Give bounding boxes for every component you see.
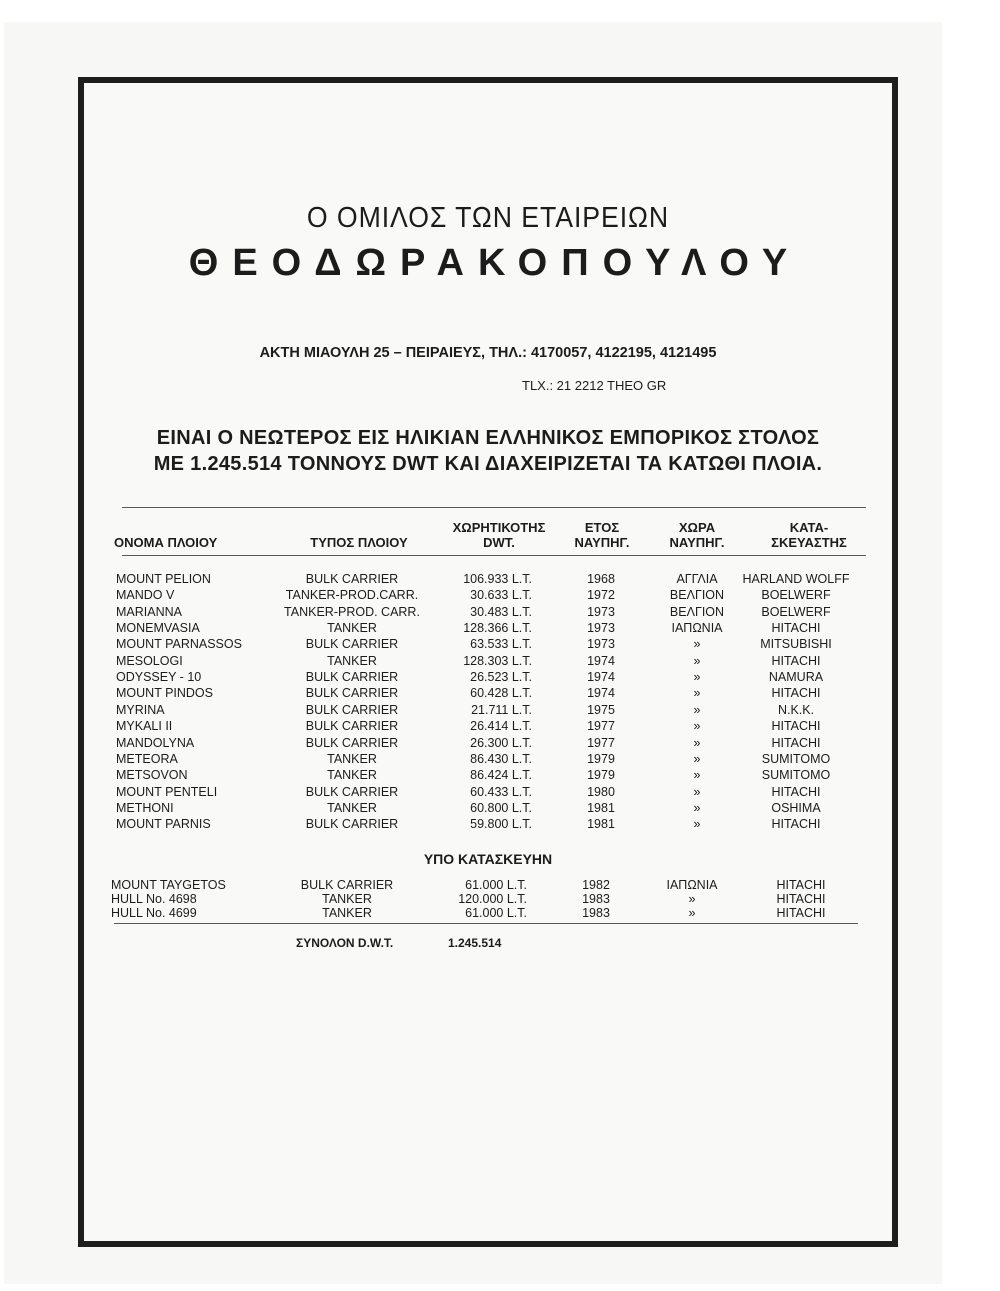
cell-type: TANKER-PROD. CARR. bbox=[284, 604, 420, 619]
cell-builder: BOELWERF bbox=[761, 588, 831, 603]
ship-row bbox=[84, 636, 892, 652]
cell-year: 1973 bbox=[587, 621, 615, 636]
cell-name: MARIANNA bbox=[116, 604, 182, 619]
cell-year: 1981 bbox=[587, 817, 615, 832]
cell-country: » bbox=[693, 702, 701, 717]
cell-dwt: 26.523 L.T. bbox=[470, 670, 532, 685]
cell-year: 1979 bbox=[587, 751, 615, 766]
ship-row bbox=[84, 587, 892, 603]
col-header-year-line2: ΝΑΥΠΗΓ. bbox=[574, 535, 630, 550]
table-bottom-rule bbox=[114, 923, 858, 924]
col-header-type: ΤΥΠΟΣ ΠΛΟΙΟΥ bbox=[310, 535, 408, 550]
cell-type: BULK CARRIER bbox=[305, 719, 399, 734]
cell-year: 1973 bbox=[587, 604, 615, 619]
cell-name: METSOVON bbox=[116, 768, 188, 783]
ship-row bbox=[84, 620, 892, 636]
col-header-country-line2: ΝΑΥΠΗΓ. bbox=[669, 535, 725, 550]
cell-country: » bbox=[693, 637, 701, 652]
cell-country: ΒΕΛΓΙΟΝ bbox=[669, 588, 725, 603]
cell-name: MANDOLYNA bbox=[116, 735, 195, 750]
col-header-name: ΟΝΟΜΑ ΠΛΟΙΟΥ bbox=[114, 535, 218, 550]
cell-type: BULK CARRIER bbox=[300, 878, 394, 892]
cell-dwt: 128.366 L.T. bbox=[463, 621, 532, 636]
cell-country: ΙΑΠΩΝΙΑ bbox=[666, 878, 718, 892]
cell-year: 1973 bbox=[587, 637, 615, 652]
cell-type: BULK CARRIER bbox=[305, 670, 399, 685]
cell-name: MOUNT PARNASSOS bbox=[116, 637, 242, 652]
cell-type: BULK CARRIER bbox=[305, 686, 399, 701]
cell-type: TANKER-PROD.CARR. bbox=[285, 588, 419, 603]
cell-country: » bbox=[693, 735, 701, 750]
cell-builder: HITACHI bbox=[771, 719, 821, 734]
cell-year: 1983 bbox=[582, 906, 610, 920]
col-header-dwt-line1: ΧΩΡΗΤΙΚΟΤΗΣ bbox=[452, 520, 546, 535]
ship-row bbox=[84, 604, 892, 620]
cell-dwt: 120.000 L.T. bbox=[458, 892, 527, 906]
tagline-line-2: ΜΕ 1.245.514 ΤΟΝΝΟΥΣ DWT ΚΑΙ ΔΙΑΧΕΙΡΙΖΕΤΑΙ ΤΑ ΚΑΤΩΘΙ ΠΛΟΙΑ. bbox=[153, 453, 823, 475]
address-line: ΑΚΤΗ ΜΙΑΟΥΛΗ 25 – ΠΕΙΡΑΙΕΥΣ, ΤΗΛ.: 4170057, 4122195, 4121495 bbox=[259, 345, 717, 361]
construction-row bbox=[84, 905, 892, 921]
telex-line: TLX.: 21 2212 THEO GR bbox=[522, 378, 667, 393]
col-header-builder-line2: ΣΚΕΥΑΣΤΗΣ bbox=[771, 535, 847, 550]
cell-country: » bbox=[693, 768, 701, 783]
cell-type: TANKER bbox=[322, 892, 372, 906]
ship-row bbox=[84, 669, 892, 685]
cell-dwt: 61.000 L.T. bbox=[465, 878, 527, 892]
col-header-country-line1: ΧΩΡΑ bbox=[678, 520, 716, 535]
col-header-builder-line1: ΚΑΤΑ- bbox=[789, 520, 829, 535]
cell-country: » bbox=[693, 686, 701, 701]
cell-builder: OSHIMA bbox=[771, 800, 821, 815]
cell-dwt: 60.433 L.T. bbox=[470, 784, 532, 799]
cell-dwt: 21.711 L.T. bbox=[471, 702, 532, 717]
cell-year: 1974 bbox=[587, 686, 615, 701]
cell-country: » bbox=[688, 892, 696, 906]
cell-type: BULK CARRIER bbox=[305, 784, 399, 799]
ship-row bbox=[84, 816, 892, 832]
cell-dwt: 61.000 L.T. bbox=[465, 906, 527, 920]
table-top-rule bbox=[122, 507, 866, 508]
cell-country: » bbox=[693, 653, 701, 668]
cell-year: 1981 bbox=[587, 800, 615, 815]
cell-builder: HITACHI bbox=[771, 653, 821, 668]
cell-year: 1979 bbox=[587, 768, 615, 783]
cell-type: TANKER bbox=[327, 621, 377, 636]
cell-country: ΑΓΓΛΙΑ bbox=[676, 572, 718, 586]
cell-dwt: 106.933 L.T. bbox=[463, 572, 532, 586]
cell-type: BULK CARRIER bbox=[305, 572, 399, 586]
ship-row bbox=[84, 784, 892, 800]
col-header-dwt-line2: DWT. bbox=[483, 535, 515, 550]
cell-type: BULK CARRIER bbox=[305, 735, 399, 750]
cell-year: 1977 bbox=[587, 735, 615, 750]
cell-type: BULK CARRIER bbox=[305, 817, 399, 832]
tagline-line-1: ΕΙΝΑΙ Ο ΝΕΩΤΕΡΟΣ ΕΙΣ ΗΛΙΚΙΑΝ ΕΛΛΗΝΙΚΟΣ ΕΜΠΟΡΙΚΟΣ ΣΤΟΛΟΣ bbox=[156, 427, 820, 449]
cell-country: » bbox=[693, 670, 701, 685]
col-header-year bbox=[562, 520, 642, 550]
cell-dwt: 63.533 L.T. bbox=[470, 637, 532, 652]
cell-builder: HITACHI bbox=[771, 686, 821, 701]
paper-sheet bbox=[4, 22, 942, 1284]
cell-dwt: 30.633 L.T. bbox=[470, 588, 532, 603]
cell-builder: SUMITOMO bbox=[761, 768, 831, 783]
company-name: ΘΕΟΔΩΡΑΚΟΠΟΥΛΟΥ bbox=[188, 242, 802, 284]
cell-country: ΒΕΛΓΙΟΝ bbox=[669, 604, 725, 619]
cell-name: MESOLOGI bbox=[116, 653, 183, 668]
cell-builder: HITACHI bbox=[776, 892, 826, 906]
cell-country: ΙΑΠΩΝΙΑ bbox=[671, 621, 723, 636]
cell-dwt: 60.428 L.T. bbox=[470, 686, 532, 701]
cell-year: 1975 bbox=[587, 702, 615, 717]
cell-name: MOUNT PELION bbox=[116, 572, 211, 586]
ship-row bbox=[84, 751, 892, 767]
cell-builder: HITACHI bbox=[771, 735, 821, 750]
cell-type: BULK CARRIER bbox=[305, 702, 399, 717]
document-frame bbox=[78, 77, 898, 1247]
cell-builder: SUMITOMO bbox=[761, 751, 831, 766]
cell-dwt: 86.424 L.T. bbox=[470, 768, 532, 783]
col-header-country bbox=[652, 520, 742, 550]
cell-builder: HITACHI bbox=[771, 784, 821, 799]
cell-builder: HITACHI bbox=[771, 817, 821, 832]
cell-builder: HITACHI bbox=[771, 621, 821, 636]
ship-row bbox=[84, 702, 892, 718]
under-construction-title: ΥΠΟ ΚΑΤΑΣΚΕΥΗΝ bbox=[423, 851, 553, 867]
cell-builder: BOELWERF bbox=[761, 604, 831, 619]
cell-year: 1980 bbox=[587, 784, 615, 799]
total-value: 1.245.514 bbox=[448, 936, 502, 950]
cell-name: METEORA bbox=[116, 751, 178, 766]
cell-year: 1983 bbox=[582, 892, 610, 906]
cell-type: TANKER bbox=[327, 653, 377, 668]
ship-row bbox=[84, 653, 892, 669]
title-line-1: Ο ΟΜΙΛΟΣ ΤΩΝ ΕΤΑΙΡΕΙΩΝ bbox=[306, 202, 670, 234]
cell-year: 1972 bbox=[587, 588, 615, 603]
cell-builder: N.K.K. bbox=[777, 702, 815, 717]
cell-country: » bbox=[693, 751, 701, 766]
col-header-dwt bbox=[439, 520, 559, 550]
cell-name: MYKALI II bbox=[116, 719, 173, 734]
cell-builder: NAMURA bbox=[768, 670, 824, 685]
cell-name: MANDO V bbox=[116, 588, 175, 603]
cell-type: TANKER bbox=[327, 800, 377, 815]
ship-row bbox=[84, 767, 892, 783]
cell-dwt: 59.800 L.T. bbox=[470, 817, 532, 832]
cell-type: BULK CARRIER bbox=[305, 637, 399, 652]
cell-dwt: 60.800 L.T. bbox=[470, 800, 532, 815]
ship-row bbox=[84, 718, 892, 734]
cell-country: » bbox=[693, 817, 701, 832]
cell-country: » bbox=[693, 800, 701, 815]
cell-name: MONEMVASIA bbox=[116, 621, 200, 636]
cell-builder: MITSUBISHI bbox=[760, 637, 832, 652]
cell-country: » bbox=[693, 784, 701, 799]
cell-name: METHONI bbox=[116, 800, 174, 815]
table-header-rule bbox=[122, 555, 866, 556]
total-label: ΣΥΝΟΛΟΝ D.W.T. bbox=[296, 936, 394, 950]
cell-name: HULL No. 4699 bbox=[111, 906, 197, 920]
cell-name: MOUNT TAYGETOS bbox=[111, 878, 226, 892]
cell-builder: HITACHI bbox=[776, 878, 826, 892]
ship-row bbox=[84, 800, 892, 816]
cell-builder: HITACHI bbox=[776, 906, 826, 920]
cell-type: TANKER bbox=[327, 751, 377, 766]
cell-name: MOUNT PARNIS bbox=[116, 817, 211, 832]
col-header-year-line1: ΕΤΟΣ bbox=[584, 520, 620, 535]
cell-dwt: 26.414 L.T. bbox=[470, 719, 532, 734]
cell-dwt: 26.300 L.T. bbox=[470, 735, 532, 750]
cell-name: MYRINA bbox=[116, 702, 165, 717]
cell-builder: HARLAND WOLFF bbox=[742, 572, 850, 586]
cell-country: » bbox=[693, 719, 701, 734]
cell-name: ODYSSEY - 10 bbox=[116, 670, 202, 685]
cell-year: 1974 bbox=[587, 670, 615, 685]
cell-dwt: 86.430 L.T. bbox=[470, 751, 532, 766]
cell-year: 1974 bbox=[587, 653, 615, 668]
ship-row bbox=[84, 685, 892, 701]
cell-type: TANKER bbox=[322, 906, 372, 920]
col-header-builder bbox=[754, 520, 864, 550]
cell-name: MOUNT PINDOS bbox=[116, 686, 213, 701]
cell-type: TANKER bbox=[327, 768, 377, 783]
cell-country: » bbox=[688, 906, 696, 920]
ship-row bbox=[84, 571, 892, 587]
cell-year: 1968 bbox=[587, 572, 615, 586]
cell-name: HULL No. 4698 bbox=[111, 892, 197, 906]
cell-dwt: 128.303 L.T. bbox=[463, 653, 532, 668]
cell-year: 1977 bbox=[587, 719, 615, 734]
ship-row bbox=[84, 735, 892, 751]
cell-year: 1982 bbox=[582, 878, 610, 892]
cell-dwt: 30.483 L.T. bbox=[470, 604, 532, 619]
cell-name: MOUNT PENTELI bbox=[116, 784, 218, 799]
